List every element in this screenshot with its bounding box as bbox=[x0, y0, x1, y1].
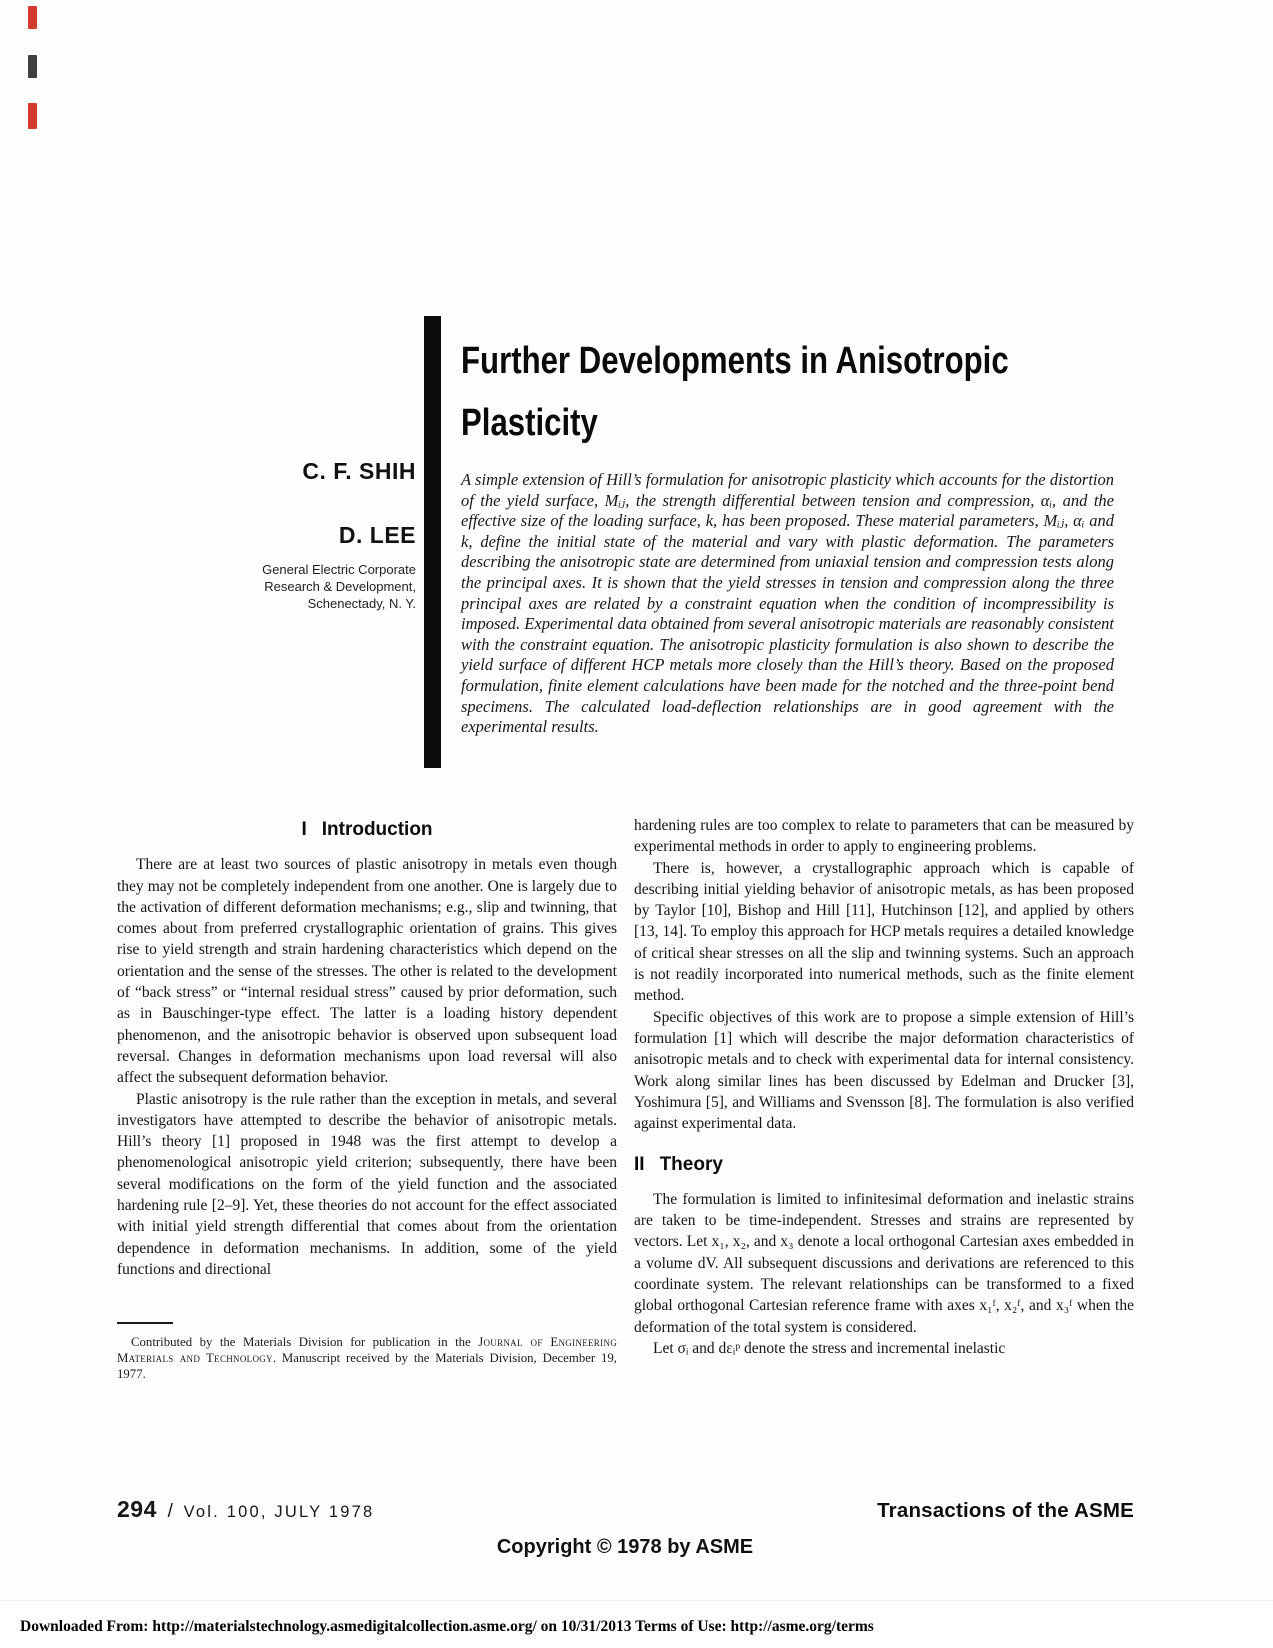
paragraph: There is, however, a crystallographic approach which is capable of describing initial yielding behavior of anisotropic metals, as has been proposed by Taylor [10], Bishop and Hill [11], Hutchinson [12], and applied by others [13, 14]. To employ this approach for HCP metals requires a detailed knowledge of critical shear stresses on all the slip and twinning systems. Such an approach is not readily incorporated into numerical methods, such as the finite element method. bbox=[634, 859, 1134, 1005]
author-name: C. F. SHIH bbox=[302, 458, 416, 484]
download-bar bbox=[0, 1600, 1273, 1648]
article-title-line-1: Further Developments in Anisotropic bbox=[461, 340, 1009, 382]
footnote-pre: Contributed by the Materials Division for publication in the bbox=[131, 1335, 479, 1350]
page-number: 294 bbox=[117, 1496, 157, 1522]
body-columns bbox=[117, 815, 1134, 1382]
abstract: A simple extension of Hill’s formulation for anisotropic plasticity which accounts for the distortion of the yield surface, Mᵢⱼ, the strength differential between tension and compression, αᵢ, and the effective size of the loading surface, k, has been proposed. These material parameters, Mᵢⱼ, αᵢ and k, define the initial state of the material and vary with plastic deformation. The parameters describing the anisotropic state are determined from uniaxial tension and compression tests along the principal axes. It is shown that the yield stresses in tension and compression along the three principal axes are related by a constraint equation when the condition of incompressibility is imposed. Experimental data obtained from several anisotropic materials are reasonably consistent with the constraint equation. The anisotropic plasticity formulation is also shown to describe the yield surface of different HCP metals more closely than the Hill’s theory. Based on the proposed formulation, finite element calculations have been made for the notched and the three-point bend specimens. The calculated load-deflection relationships are in good agreement with the experimental results. bbox=[461, 470, 1114, 737]
section-number: II bbox=[634, 1154, 645, 1176]
journal-name-footer: Transactions of the ASME bbox=[877, 1499, 1134, 1522]
section-title: Introduction bbox=[321, 819, 433, 840]
right-column bbox=[634, 815, 1134, 1382]
section-title: Theory bbox=[659, 1154, 723, 1176]
folio-separator: / bbox=[167, 1501, 173, 1522]
section-number: I bbox=[301, 819, 307, 840]
download-bar-text: Downloaded From: http://materialstechnology.asmedigitalcollection.asme.org/ on 10/31/2013 Terms of Use: http://asme.org/terms bbox=[20, 1618, 874, 1635]
paragraph: Specific objectives of this work are to propose a simple extension of Hill’s formulation [1] which will describe the major deformation characteristics of anisotropic metals and to check with experimental data for internal consistency. Work along similar lines has been discussed by Edelman and Drucker [3], Yoshimura [5], and Williams and Svensson [8]. The formulation is also verified against experimental data. bbox=[634, 1008, 1134, 1133]
copyright-line: Copyright © 1978 by ASME bbox=[496, 1536, 754, 1558]
paragraph: Plastic anisotropy is the rule rather than the exception in metals, and several investigators have attempted to describe the behavior of anisotropic metals. Hill’s theory [1] proposed in 1948 was the first attempt to develop a phenomenological anisotropic yield criterion; subsequently, there have been several modifications on the form of the yield function and the associated hardening rule [2–9]. Yet, these theories do not account for the effect associated with initial yield strength differential that comes about from the orientation dependence in deformation mechanisms. In addition, some of the yield functions and directional bbox=[117, 1090, 617, 1278]
footnote-rule bbox=[117, 1322, 173, 1324]
footnote-text bbox=[117, 1334, 617, 1382]
folio bbox=[117, 1496, 374, 1523]
section-heading-theory bbox=[634, 1154, 1134, 1175]
article-title-line-2: Plasticity bbox=[461, 402, 598, 444]
paragraph: There are at least two sources of plastic anisotropy in metals even though they may not be completely independent from one another. One is largely due to the activation of different deformation mechanisms; e.g., slip and twinning, that comes about from preferred crystallographic orientation of grains. This gives rise to yield strength and strain hardening characteristics which depend on the orientation and the sense of the stresses. The other is related to the development of “back stress” or “internal residual stress” caused by prior deformation, such as in Bauschinger-type effect. The latter is a loading history dependent phenomenon, and the anisotropic behavior is observed upon subsequent load reversal. Changes in deformation mechanisms upon load reversal will also affect the subsequent deformation behavior. bbox=[117, 856, 617, 1087]
paragraph: hardening rules are too complex to relate to parameters that can be measured by experimental methods in order to apply to engineering problems. bbox=[634, 817, 1134, 856]
scan-registration-mark bbox=[28, 55, 37, 78]
title-accent-bar bbox=[424, 316, 441, 768]
affiliation-line: Research & Development, bbox=[264, 579, 416, 594]
section-heading-introduction bbox=[117, 819, 617, 840]
left-column bbox=[117, 815, 617, 1382]
scan-registration-mark bbox=[28, 6, 37, 29]
author-name: D. LEE bbox=[338, 522, 416, 548]
footnote-journal-name: Journal of Engineering Materials and Technology bbox=[117, 1335, 617, 1366]
page-footer bbox=[117, 1496, 1134, 1523]
author-affiliation bbox=[110, 561, 416, 612]
paragraph: The formulation is limited to infinitesimal deformation and inelastic strains are taken to be time-independent. Stresses and strains are represented by vectors. Let x₁, x₂, and x₃ denote a local orthogonal Cartesian axes embedded in a volume dV. All subsequent discussions and derivations are referenced to this coordinate system. The relevant relationships can be transformed to a fixed global orthogonal Cartesian reference frame with axes x₁ᶠ, x₂ᶠ, and x₃ᶠ when the deformation of the total system is considered. bbox=[634, 1190, 1134, 1336]
scan-registration-mark bbox=[28, 103, 37, 129]
footnote-post: . Manuscript received by the Materials Division, December 19, 1977. bbox=[117, 1351, 617, 1382]
volume-info: Vol. 100, JULY 1978 bbox=[183, 1503, 375, 1521]
article-title bbox=[461, 330, 1141, 454]
footnote-block bbox=[117, 1322, 617, 1382]
affiliation-line: Schenectady, N. Y. bbox=[307, 596, 416, 611]
paragraph: Let σᵢ and dεᵢᵖ denote the stress and incremental inelastic bbox=[653, 1339, 1006, 1357]
authors-block bbox=[110, 458, 416, 612]
affiliation-line: General Electric Corporate bbox=[262, 562, 416, 577]
